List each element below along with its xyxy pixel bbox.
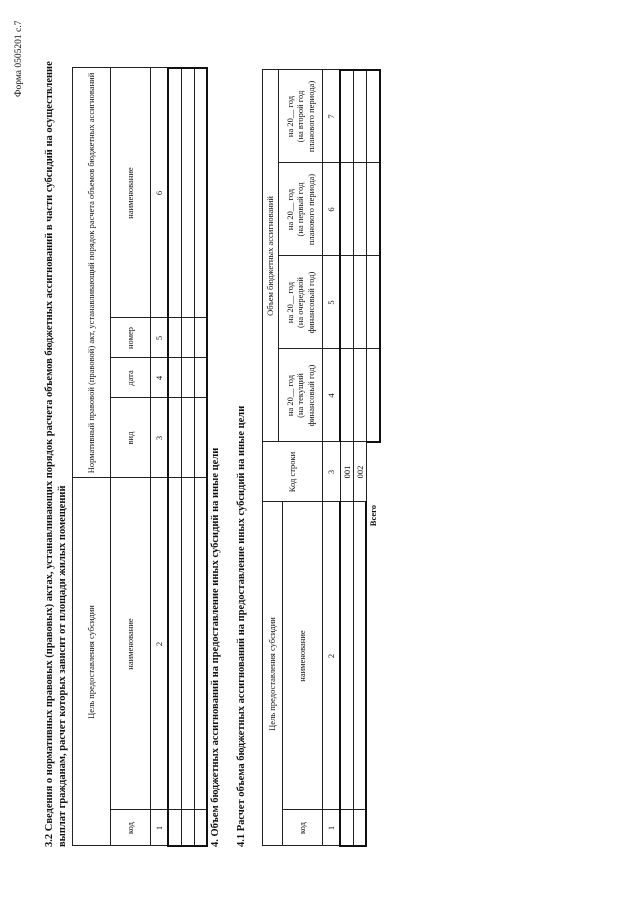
total-row [366, 70, 379, 846]
table-row [353, 70, 366, 846]
col-number: 1 [151, 810, 169, 846]
col-number: 6 [151, 68, 169, 318]
col-number: 4 [323, 349, 341, 442]
header-second-plan-year: на 20__ год (на второй год планового периода) [279, 70, 323, 163]
table-row [168, 68, 181, 846]
col-number: 4 [151, 358, 169, 398]
col-number: 1 [323, 810, 341, 846]
section-3-2-title-line2: выплат гражданам, расчет которых зависит от площади жилых помещений [57, 485, 68, 847]
row-code: 001 [340, 442, 353, 502]
header-act-name: наименование [111, 68, 151, 318]
header-kind: вид [111, 398, 151, 478]
header-name: наименование [283, 502, 323, 810]
table-4-1 [262, 69, 381, 847]
col-number: 6 [323, 163, 341, 256]
header-name: наименование [111, 478, 151, 810]
row-code: 002 [353, 442, 366, 502]
table-row [194, 68, 207, 846]
col-number: 5 [323, 256, 341, 349]
header-act: Нормативный правовой (правовой) акт, устанавливающий порядок расчета объемов бюджетных ассигнований [73, 68, 111, 478]
col-number: 3 [323, 442, 341, 502]
header-code: код [283, 810, 323, 846]
header-next-year: на 20__ год (на очередной финансовый год) [279, 256, 323, 349]
col-number: 5 [151, 318, 169, 358]
col-number: 7 [323, 70, 341, 163]
total-label: Всего [368, 505, 379, 527]
table-3-2 [72, 67, 208, 847]
header-first-plan-year: на 20__ год (на первый год планового периода) [279, 163, 323, 256]
section-3-2-title-line1: 3.2 Сведения о нормативных правовых (правовых) актах, устанавливающих порядок расчета объемов бюджетных ассигнований в части субсидий на осуществление [44, 61, 55, 847]
form-label: Форма 0505201 с.7 [14, 20, 24, 97]
section-4-title: 4. Объем бюджетных ассигнований на предоставление иных субсидий на иные цели [210, 447, 221, 847]
header-code: код [111, 810, 151, 846]
section-4-1-title: 4.1 Расчет объема бюджетных ассигнований на предоставление иных субсидий на иные цели [236, 405, 247, 847]
col-number: 2 [151, 478, 169, 810]
header-number: номер [111, 318, 151, 358]
header-current-year: на 20__ год (на текущий финансовый год) [279, 349, 323, 442]
header-purpose: Цель предоставления субсидии [263, 502, 283, 846]
col-number: 3 [151, 398, 169, 478]
table-row [181, 68, 194, 846]
header-purpose: Цель предоставления субсидии [73, 478, 111, 846]
col-number: 2 [323, 502, 341, 810]
header-line-code: Код строки [263, 442, 323, 502]
table-row [340, 70, 353, 846]
header-volume: Объем бюджетных ассигнований [263, 70, 279, 442]
header-date: дата [111, 358, 151, 398]
